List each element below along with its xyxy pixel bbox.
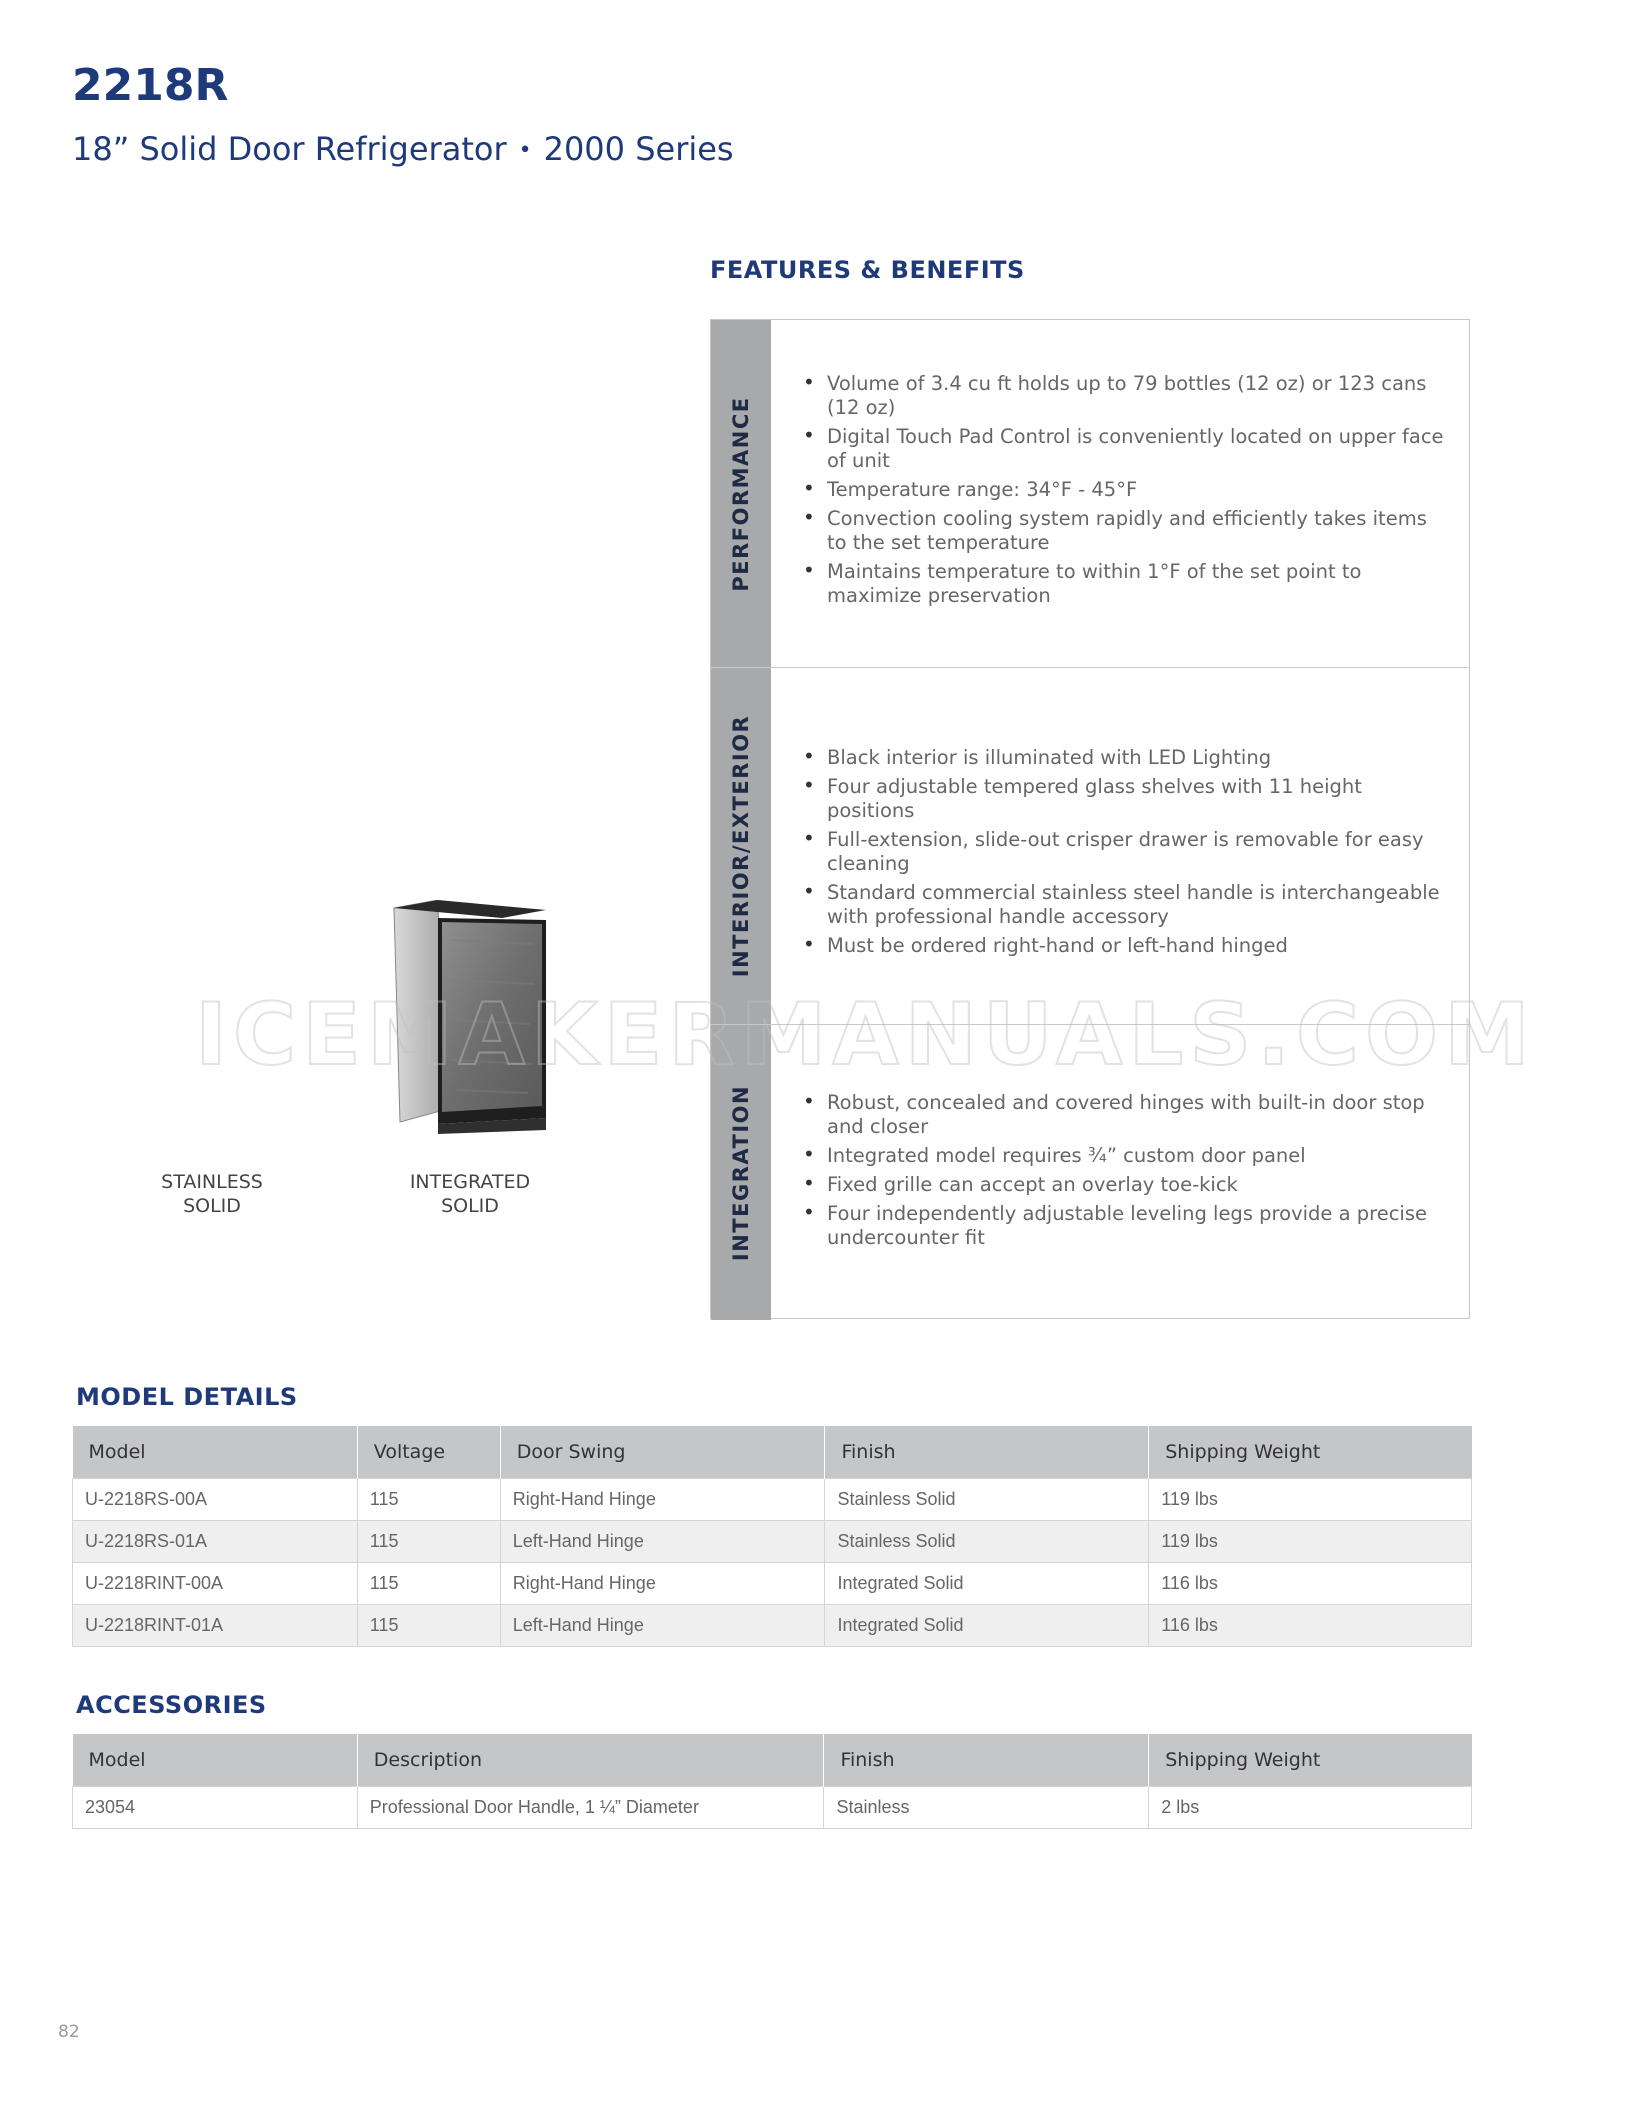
- table-row: [73, 1563, 1472, 1605]
- product-subtitle: [72, 130, 734, 168]
- table-cell: 119 lbs: [1149, 1479, 1472, 1521]
- table-cell: 23054: [73, 1787, 358, 1829]
- table-cell: Right-Hand Hinge: [500, 1479, 825, 1521]
- finish-label-line: SOLID: [441, 1195, 499, 1217]
- accessories-table: [72, 1734, 1472, 1829]
- table-cell: Stainless Solid: [825, 1521, 1149, 1563]
- table-row: [73, 1479, 1472, 1521]
- finish-label-integrated: [370, 1170, 570, 1218]
- table-cell: 116 lbs: [1149, 1605, 1472, 1647]
- feature-item: • Four adjustable tempered glass shelves with 11 height positions: [803, 775, 1449, 823]
- table-header-row: [73, 1426, 1472, 1479]
- column-header: Finish: [824, 1734, 1149, 1787]
- page-number: 82: [58, 2022, 80, 2042]
- feature-item: • Temperature range: 34°F - 45°F: [803, 478, 1449, 502]
- section-tab-label: PERFORMANCE: [729, 395, 753, 592]
- finish-label-line: STAINLESS: [161, 1171, 263, 1193]
- feature-item: • Standard commercial stainless steel handle is interchangeable with professional handle accessory: [803, 881, 1449, 929]
- table-cell: U-2218RS-01A: [73, 1521, 358, 1563]
- features-section-performance: [711, 320, 1469, 667]
- feature-list: [803, 372, 1449, 613]
- features-heading: FEATURES & BENEFITS: [710, 256, 1025, 284]
- feature-item: • Must be ordered right-hand or left-hand hinged: [803, 934, 1449, 958]
- finish-label-line: SOLID: [183, 1195, 241, 1217]
- feature-item: • Four independently adjustable leveling legs provide a precise undercounter fit: [803, 1202, 1449, 1250]
- column-header: Shipping Weight: [1149, 1734, 1472, 1787]
- table-cell: 115: [357, 1563, 500, 1605]
- column-header: Model: [73, 1734, 358, 1787]
- feature-item: • Robust, concealed and covered hinges with built-in door stop and closer: [803, 1091, 1449, 1139]
- table-cell: Left-Hand Hinge: [500, 1605, 825, 1647]
- table-cell: Stainless Solid: [825, 1479, 1149, 1521]
- feature-item: • Digital Touch Pad Control is conveniently located on upper face of unit: [803, 425, 1449, 473]
- feature-item: • Maintains temperature to within 1°F of the set point to maximize preservation: [803, 560, 1449, 608]
- section-tab: [711, 668, 771, 1024]
- table-cell: Integrated Solid: [825, 1605, 1149, 1647]
- table-cell: Professional Door Handle, 1 ¼” Diameter: [357, 1787, 824, 1829]
- features-box: [710, 319, 1470, 1319]
- column-header: Finish: [825, 1426, 1149, 1479]
- table-row: [73, 1521, 1472, 1563]
- table-cell: Stainless: [824, 1787, 1149, 1829]
- subtitle-series: 2000 Series: [543, 130, 734, 168]
- accessories-heading: ACCESSORIES: [76, 1691, 267, 1719]
- column-header: Shipping Weight: [1149, 1426, 1472, 1479]
- finish-label-stainless: [112, 1170, 312, 1218]
- feature-item: • Convection cooling system rapidly and efficiently takes items to the set temperature: [803, 507, 1449, 555]
- watermark-text: ICEMAKERMANUALS.COM: [195, 985, 1536, 1085]
- table-cell: U-2218RS-00A: [73, 1479, 358, 1521]
- feature-list: [803, 746, 1449, 963]
- table-cell: 2 lbs: [1149, 1787, 1472, 1829]
- table-header-row: [73, 1734, 1472, 1787]
- table-cell: 115: [357, 1605, 500, 1647]
- table-cell: U-2218RINT-00A: [73, 1563, 358, 1605]
- column-header: Description: [357, 1734, 824, 1787]
- column-header: Door Swing: [500, 1426, 825, 1479]
- section-tab: [711, 320, 771, 667]
- table-cell: 115: [357, 1521, 500, 1563]
- subtitle-separator: •: [518, 138, 532, 163]
- model-details-heading: MODEL DETAILS: [76, 1383, 298, 1411]
- table-cell: Left-Hand Hinge: [500, 1521, 825, 1563]
- section-tab-label: INTEGRATION: [729, 1084, 753, 1261]
- feature-item: • Fixed grille can accept an overlay toe-kick: [803, 1173, 1449, 1197]
- table-cell: U-2218RINT-01A: [73, 1605, 358, 1647]
- column-header: Model: [73, 1426, 358, 1479]
- table-cell: 115: [357, 1479, 500, 1521]
- subtitle-product: 18” Solid Door Refrigerator: [72, 130, 507, 168]
- table-row: [73, 1605, 1472, 1647]
- feature-item: • Black interior is illuminated with LED Lighting: [803, 746, 1449, 770]
- model-number-title: 2218R: [72, 60, 229, 111]
- feature-item: • Integrated model requires ¾” custom door panel: [803, 1144, 1449, 1168]
- table-row: [73, 1787, 1472, 1829]
- table-cell: 119 lbs: [1149, 1521, 1472, 1563]
- section-tab-label: INTERIOR/EXTERIOR: [729, 714, 753, 978]
- column-header: Voltage: [357, 1426, 500, 1479]
- feature-item: • Volume of 3.4 cu ft holds up to 79 bottles (12 oz) or 123 cans (12 oz): [803, 372, 1449, 420]
- finish-label-line: INTEGRATED: [409, 1171, 531, 1193]
- feature-item: • Full-extension, slide-out crisper drawer is removable for easy cleaning: [803, 828, 1449, 876]
- feature-list: [803, 1091, 1449, 1255]
- table-cell: Right-Hand Hinge: [500, 1563, 825, 1605]
- table-cell: Integrated Solid: [825, 1563, 1149, 1605]
- table-cell: 116 lbs: [1149, 1563, 1472, 1605]
- model-details-table: [72, 1426, 1472, 1647]
- features-section-interior-exterior: [711, 667, 1469, 1024]
